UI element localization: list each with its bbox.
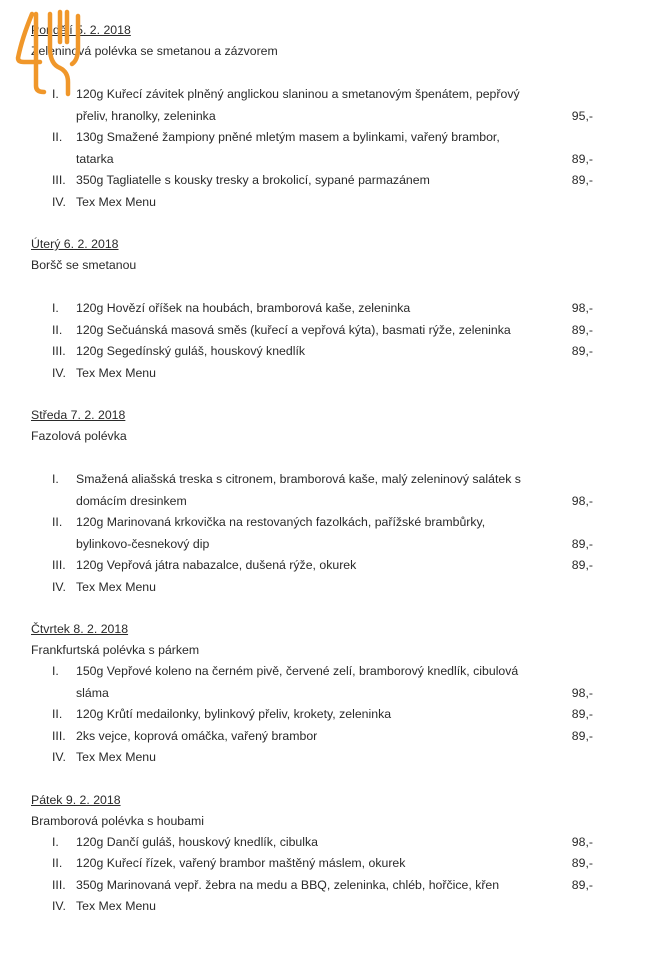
day-title: Středa 7. 2. 2018	[31, 408, 126, 422]
item-number: I.	[52, 87, 59, 101]
item-number: III.	[52, 558, 66, 572]
item-description: 2ks vejce, koprová omáčka, vařený brambor	[76, 728, 318, 743]
weekly-menu-document	[31, 20, 621, 939]
item-number-cell	[31, 298, 76, 320]
menu-day	[31, 790, 621, 918]
menu-item	[31, 320, 621, 342]
menu-item	[31, 170, 621, 192]
item-number: IV.	[52, 579, 66, 594]
item-price: 89,-	[571, 322, 593, 337]
item-number: I.	[52, 472, 59, 486]
menu-item	[31, 853, 621, 875]
menu-item	[31, 512, 621, 555]
item-number: II.	[52, 707, 63, 721]
item-price: 89,-	[571, 344, 593, 358]
item-number: III.	[52, 173, 66, 187]
item-number: II.	[52, 130, 63, 144]
day-title: Pondělí 5. 2. 2018	[31, 23, 131, 37]
menu-item	[31, 832, 621, 854]
item-number: I.	[52, 664, 59, 678]
item-number: IV.	[52, 365, 66, 380]
menu-items-list	[31, 832, 621, 918]
menu-day	[31, 619, 621, 769]
item-number: IV.	[52, 750, 66, 764]
item-price: 89,-	[571, 558, 593, 572]
item-number-cell	[31, 896, 76, 918]
menu-item	[31, 341, 621, 363]
item-description: 120g Hovězí oříšek na houbách, bramborová kaše, zeleninka	[76, 301, 411, 315]
item-number: III.	[52, 344, 66, 358]
item-price: 89,-	[571, 877, 593, 892]
item-price: 89,-	[571, 536, 593, 551]
item-description: Smažená aliašská treska s citronem, bramborová kaše, malý zeleninový salátek s domácím dresinkem	[76, 472, 521, 508]
menu-day	[31, 405, 621, 598]
item-description: 120g Krůtí medailonky, bylinkový přeliv, krokety, zeleninka	[76, 707, 392, 721]
menu-day	[31, 234, 621, 384]
item-number: II.	[52, 322, 63, 337]
item-price: 98,-	[571, 685, 593, 700]
item-number-cell	[31, 853, 76, 875]
item-description: Tex Mex Menu	[76, 365, 156, 380]
item-description: Tex Mex Menu	[76, 750, 156, 764]
menu-item	[31, 84, 621, 127]
item-number-cell	[31, 341, 76, 363]
item-number-cell	[31, 577, 76, 599]
item-description: 350g Marinovaná vepř. žebra na medu a BBQ, zeleninka, chléb, hořčice, křen	[76, 877, 500, 892]
item-description: 120g Dančí guláš, houskový knedlík, cibulka	[76, 834, 318, 849]
day-title: Čtvrtek 8. 2. 2018	[31, 622, 129, 636]
item-number: IV.	[52, 899, 66, 913]
item-number: II.	[52, 856, 63, 870]
item-number-cell	[31, 875, 76, 897]
day-title: Pátek 9. 2. 2018	[31, 792, 121, 807]
menu-items-list	[31, 661, 621, 769]
item-number-cell	[31, 661, 76, 704]
item-description: 150g Vepřové koleno na černém pivě, červené zelí, bramborový knedlík, cibulová sláma	[76, 664, 519, 700]
item-price: 98,-	[571, 493, 593, 508]
item-number: I.	[52, 834, 59, 849]
item-number: II.	[52, 515, 63, 529]
spacer	[31, 276, 621, 298]
item-description: 120g Vepřová játra nabazalce, dušená rýže, okurek	[76, 558, 357, 572]
spacer	[31, 447, 621, 469]
item-description: Tex Mex Menu	[76, 579, 156, 594]
item-description: Tex Mex Menu	[76, 194, 156, 209]
menu-items-list	[31, 298, 621, 384]
menu-items-list	[31, 469, 621, 598]
item-description: 120g Segedínský guláš, houskový knedlík	[76, 344, 306, 358]
item-price: 98,-	[571, 301, 593, 315]
soup-of-the-day: Zeleninová polévka se smetanou a zázvorem	[31, 44, 278, 58]
item-price: 89,-	[571, 856, 593, 870]
item-description: 120g Kuřecí závitek plněný anglickou slaninou a smetanovým špenátem, pepřový přeliv, hranolky, zeleninka	[76, 87, 520, 123]
item-description: 130g Smažené žampiony pněné mletým masem a bylinkami, vařený brambor, tatarka	[76, 130, 500, 166]
item-description: 120g Kuřecí řízek, vařený brambor maštěný máslem, okurek	[76, 856, 406, 870]
menu-item	[31, 661, 621, 704]
menu-items-list	[31, 84, 621, 213]
menu-day	[31, 20, 621, 213]
spacer	[31, 62, 621, 84]
item-description: 120g Marinovaná krkovička na restovaných fazolkách, pařížské brambůrky, bylinkovo-česnekový dip	[76, 515, 486, 551]
item-number-cell	[31, 747, 76, 769]
menu-item	[31, 896, 621, 918]
item-description: 350g Tagliatelle s kousky tresky a brokolicí, sypané parmazánem	[76, 173, 430, 187]
item-description: Tex Mex Menu	[76, 899, 156, 913]
menu-item	[31, 577, 621, 599]
item-number-cell	[31, 84, 76, 127]
item-number-cell	[31, 469, 76, 512]
item-number-cell	[31, 363, 76, 385]
item-number: IV.	[52, 194, 66, 209]
item-number: III.	[52, 877, 66, 892]
menu-item	[31, 704, 621, 726]
item-price: 89,-	[571, 707, 593, 721]
menu-item	[31, 192, 621, 214]
item-number-cell	[31, 127, 76, 170]
day-title: Úterý 6. 2. 2018	[31, 237, 119, 251]
item-price: 89,-	[571, 151, 593, 166]
item-number-cell	[31, 726, 76, 748]
item-number-cell	[31, 170, 76, 192]
item-price: 95,-	[571, 108, 593, 123]
item-number-cell	[31, 832, 76, 854]
item-price: 89,-	[571, 728, 593, 743]
soup-of-the-day: Boršč se smetanou	[31, 258, 137, 272]
item-price: 98,-	[571, 834, 593, 849]
menu-item	[31, 298, 621, 320]
menu-item	[31, 127, 621, 170]
soup-of-the-day: Bramborová polévka s houbami	[31, 813, 204, 828]
item-number-cell	[31, 704, 76, 726]
menu-item	[31, 747, 621, 769]
item-price: 89,-	[571, 173, 593, 187]
item-number-cell	[31, 320, 76, 342]
menu-item	[31, 363, 621, 385]
menu-item	[31, 726, 621, 748]
item-number: III.	[52, 728, 66, 743]
menu-item	[31, 875, 621, 897]
item-number-cell	[31, 512, 76, 555]
menu-item	[31, 469, 621, 512]
soup-of-the-day: Fazolová polévka	[31, 429, 127, 443]
item-number-cell	[31, 555, 76, 577]
item-description: 120g Sečuánská masová směs (kuřecí a vepřová kýta), basmati rýže, zeleninka	[76, 322, 511, 337]
item-number: I.	[52, 301, 59, 315]
menu-item	[31, 555, 621, 577]
soup-of-the-day: Frankfurtská polévka s párkem	[31, 643, 200, 657]
item-number-cell	[31, 192, 76, 214]
